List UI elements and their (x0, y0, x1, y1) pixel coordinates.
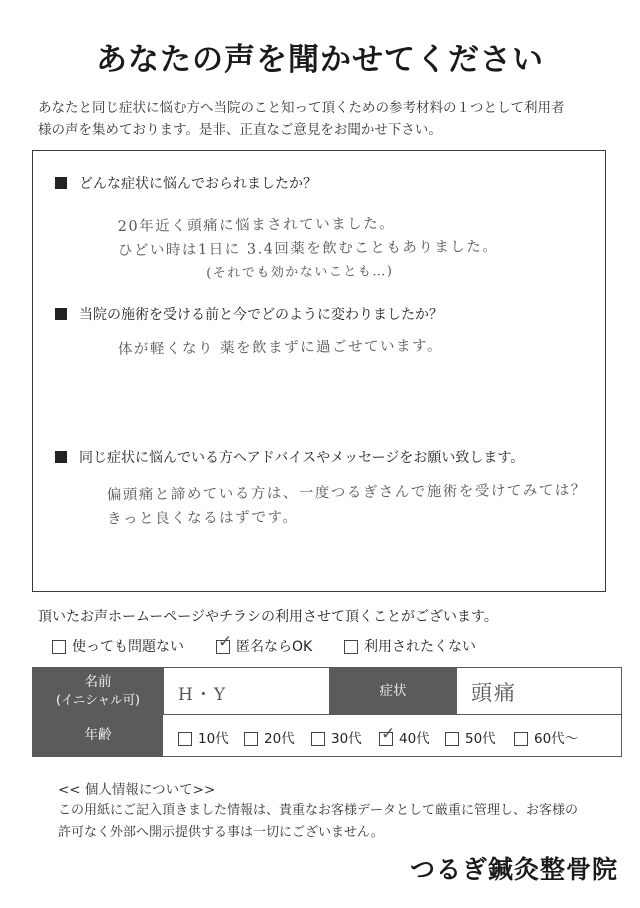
usage-option-refuse[interactable] (344, 636, 476, 656)
check-mark-icon: ✓ (381, 724, 396, 744)
symptom-value[interactable]: 頭痛 (471, 681, 517, 705)
check-mark-icon: ✓ (218, 632, 233, 652)
usage-option-anonymous-label: 匿名ならOK (236, 639, 313, 655)
checkbox[interactable] (311, 732, 325, 746)
name-label-line-2: (イニシャル可) (55, 692, 140, 707)
privacy-text (58, 800, 618, 844)
checkbox[interactable] (445, 732, 459, 746)
answer-2-line-1: 体が軽くなり 薬を飲まずに過ごせています。 (117, 338, 444, 358)
age-option-30s[interactable] (311, 727, 362, 747)
question-1 (55, 173, 317, 193)
usage-option-refuse-label: 利用されたくない (364, 639, 476, 655)
privacy-line-2: 許可なく外部へ開示提供する事は一切にございません。 (58, 825, 384, 840)
symptom-label-cell (329, 668, 457, 714)
intro-line-2: 様の声を集めております。是非、正直なご意見をお聞かせ下さい。 (38, 122, 442, 138)
answer-3 (107, 478, 587, 531)
answer-2 (118, 334, 443, 361)
age-label: 年齢 (84, 727, 112, 743)
question-2-label: 当院の施術を受ける前と今でどのように変わりましたか？ (79, 307, 443, 323)
divider (163, 668, 164, 714)
intro-line-1: あなたと同じ症状に悩む方へ当院のこと知って頂くための参考材料の１つとして利用者 (38, 100, 565, 116)
usage-prompt: 頂いたお声ホームーページやチラシの利用させて頂くことがございます。 (38, 609, 498, 625)
checkbox-checked[interactable] (216, 632, 233, 654)
age-option-label: 10代 (198, 731, 229, 747)
page-title: あなたの声を聞かせてください (96, 42, 544, 78)
privacy-heading: << 個人情報について>> (58, 782, 216, 798)
checkbox[interactable] (52, 640, 66, 654)
answer-1-line-3: (それでも効かないことも…) (206, 264, 394, 282)
privacy-line-1: この用紙にご記入頂きました情報は、貴重なお客様データとして厳重に管理し、お客様の (58, 803, 579, 818)
question-3-label: 同じ症状に悩んでいる方へアドバイスやメッセージをお願い致します。 (79, 450, 525, 466)
name-label-cell (33, 668, 163, 714)
answer-3-line-2: きっと良くなるはずです。 (107, 509, 299, 528)
square-bullet-icon (55, 177, 67, 189)
answer-3-line-1: 偏頭痛と諦めている方は、一度つるぎさんで施術を受けてみては？ (106, 482, 587, 504)
age-option-label: 40代 (399, 731, 430, 747)
answer-1-line-1: 20年近く頭痛に悩まされていました。 (117, 216, 396, 235)
answer-1-line-2: ひどい時は1日に 3.4回薬を飲むこともありました。 (117, 239, 499, 259)
symptom-label: 症状 (379, 683, 407, 699)
age-option-20s[interactable] (244, 727, 295, 747)
checkbox[interactable] (514, 732, 528, 746)
checkbox[interactable] (178, 732, 192, 746)
square-bullet-icon (55, 308, 67, 320)
checkbox[interactable] (244, 732, 258, 746)
age-option-label: 30代 (331, 731, 362, 747)
question-3 (55, 447, 524, 467)
checkbox-checked[interactable] (379, 724, 396, 746)
age-option-label: 60代～ (534, 731, 579, 747)
checkbox[interactable] (344, 640, 358, 654)
age-option-50s[interactable] (445, 727, 496, 747)
name-value[interactable]: H・Y (178, 685, 228, 705)
age-option-60s-plus[interactable] (514, 727, 578, 747)
age-option-10s[interactable] (178, 727, 229, 747)
age-label-cell (33, 715, 163, 756)
question-2 (55, 304, 443, 324)
answer-1 (118, 211, 499, 287)
square-bullet-icon (55, 451, 67, 463)
usage-option-ok[interactable] (52, 636, 184, 656)
question-1-label: どんな症状に悩んでおられましたか？ (79, 176, 317, 192)
usage-option-ok-label: 使っても問題ない (72, 639, 184, 655)
age-option-40s[interactable] (379, 724, 430, 747)
usage-option-anonymous[interactable] (216, 632, 313, 656)
age-option-label: 50代 (465, 731, 496, 747)
questionnaire-box (32, 150, 606, 592)
intro-text (38, 97, 613, 141)
clinic-name: つるぎ鍼灸整骨院 (409, 855, 618, 884)
age-option-label: 20代 (264, 731, 295, 747)
usage-options (52, 632, 612, 658)
name-label-line-1: 名前 (84, 674, 112, 690)
